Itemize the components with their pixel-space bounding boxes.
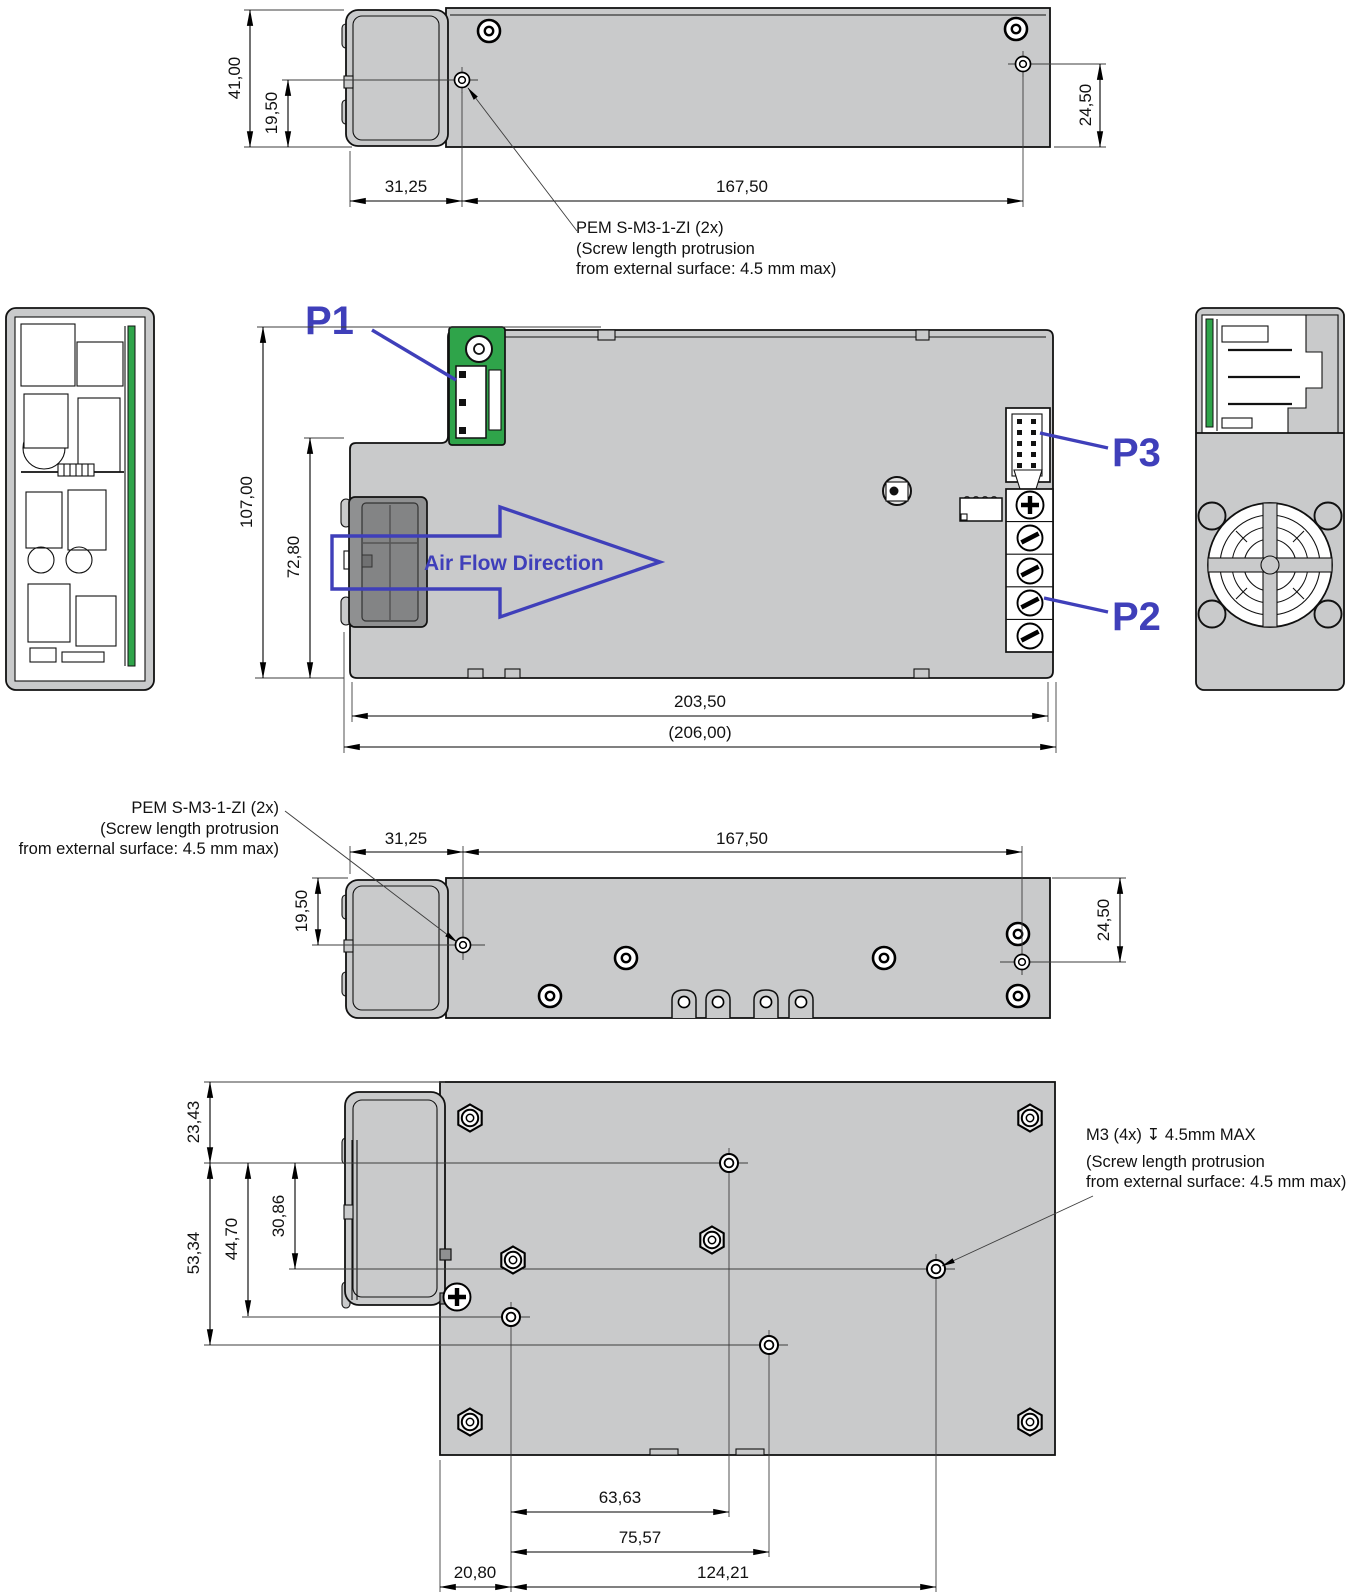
terminal-screw bbox=[1018, 624, 1043, 649]
view-bottom bbox=[184, 1082, 1346, 1592]
fan-mount-bumper bbox=[1315, 601, 1342, 628]
dim-167-50: 167,50 bbox=[716, 829, 768, 848]
hex-nut bbox=[458, 1409, 481, 1436]
pcb-edge bbox=[1206, 319, 1213, 427]
p2-terminal-block bbox=[1006, 470, 1053, 652]
pcb-edge bbox=[128, 326, 135, 666]
pem-note-line1: PEM S-M3-1-ZI (2x) bbox=[576, 219, 724, 237]
screw-hole bbox=[1007, 923, 1029, 945]
screw-hole bbox=[615, 947, 637, 969]
view-left-end bbox=[6, 308, 154, 690]
pem-note-line3: from external surface: 4.5 mm max) bbox=[18, 840, 279, 858]
mounting-tab bbox=[706, 990, 730, 1018]
mounting-tab bbox=[672, 990, 696, 1018]
bottom-view-end-cap bbox=[345, 1092, 445, 1305]
dim-107: 107,00 bbox=[237, 476, 256, 528]
screw-hole bbox=[478, 20, 500, 42]
hex-nut bbox=[458, 1105, 481, 1132]
terminal-screw bbox=[1018, 526, 1043, 551]
screw-hole bbox=[1005, 18, 1027, 40]
hex-nut bbox=[1018, 1409, 1041, 1436]
top-view-body bbox=[446, 8, 1050, 147]
dim-206: (206,00) bbox=[668, 723, 732, 742]
p1-connector bbox=[449, 327, 505, 445]
dim-53-34: 53,34 bbox=[184, 1231, 203, 1275]
terminal-screw bbox=[1017, 492, 1044, 519]
dim-167-50: 167,50 bbox=[716, 177, 768, 196]
case-screw bbox=[444, 1284, 471, 1311]
screw-hole bbox=[539, 985, 561, 1007]
hex-nut bbox=[1018, 1105, 1041, 1132]
aux-connector bbox=[960, 497, 1002, 521]
p3-label: P3 bbox=[1112, 431, 1161, 475]
p2-label: P2 bbox=[1112, 595, 1161, 639]
side-view-end-cap bbox=[346, 880, 448, 1018]
dim-75-57: 75,57 bbox=[618, 1528, 662, 1547]
fan-mount-bumper bbox=[1199, 601, 1226, 628]
screw-hole bbox=[1007, 985, 1029, 1007]
pem-note-line2: (Screw length protrusion bbox=[100, 820, 279, 838]
dim-63-63: 63,63 bbox=[598, 1488, 642, 1507]
pem-note-line3: from external surface: 4.5 mm max) bbox=[576, 260, 837, 278]
dim-203-50: 203,50 bbox=[674, 692, 726, 711]
mounting-tab bbox=[754, 990, 778, 1018]
fan-mount-bumper bbox=[1199, 503, 1226, 530]
dim-19-50: 19,50 bbox=[292, 889, 311, 933]
view-right-end bbox=[1196, 308, 1344, 690]
terminal-screw bbox=[1018, 559, 1043, 584]
m3-note-line1: M3 (4x) ↧ 4.5mm MAX bbox=[1086, 1126, 1256, 1144]
bottom-plate bbox=[440, 1082, 1055, 1455]
dim-72-80: 72,80 bbox=[284, 535, 303, 579]
dim-20-80: 20,80 bbox=[453, 1563, 497, 1582]
mounting-tab bbox=[789, 990, 813, 1018]
dim-24-50: 24,50 bbox=[1094, 898, 1113, 942]
pem-note-line1: PEM S-M3-1-ZI (2x) bbox=[131, 799, 279, 817]
p1-label: P1 bbox=[305, 299, 354, 343]
terminal-screw bbox=[1018, 591, 1043, 616]
top-view-end-cap bbox=[346, 10, 448, 146]
dim-124-21: 124,21 bbox=[697, 1563, 749, 1582]
dim-31-25: 31,25 bbox=[384, 829, 428, 848]
pem-note-line2: (Screw length protrusion bbox=[576, 240, 755, 258]
dim-19-50: 19,50 bbox=[262, 91, 281, 135]
view-plan bbox=[237, 299, 1161, 753]
dim-24-50: 24,50 bbox=[1076, 83, 1095, 127]
hex-nut bbox=[700, 1227, 723, 1254]
hex-nut bbox=[501, 1247, 524, 1274]
dim-41: 41,00 bbox=[225, 56, 244, 100]
dim-30-86: 30,86 bbox=[269, 1194, 288, 1238]
view-bottom-side bbox=[19, 799, 1126, 1018]
dim-31-25: 31,25 bbox=[384, 177, 428, 196]
fan-grille bbox=[1199, 503, 1342, 628]
screw-hole bbox=[873, 947, 895, 969]
airflow-label: Air Flow Direction bbox=[424, 552, 604, 575]
dim-44-70: 44,70 bbox=[222, 1217, 241, 1261]
fan-mount-bumper bbox=[1315, 503, 1342, 530]
view-top-side bbox=[225, 8, 1106, 278]
dim-23-43: 23,43 bbox=[184, 1100, 203, 1144]
m3-note-line3: from external surface: 4.5 mm max) bbox=[1086, 1173, 1347, 1191]
m3-note-line2: (Screw length protrusion bbox=[1086, 1153, 1265, 1171]
side-view-body bbox=[446, 878, 1050, 1018]
